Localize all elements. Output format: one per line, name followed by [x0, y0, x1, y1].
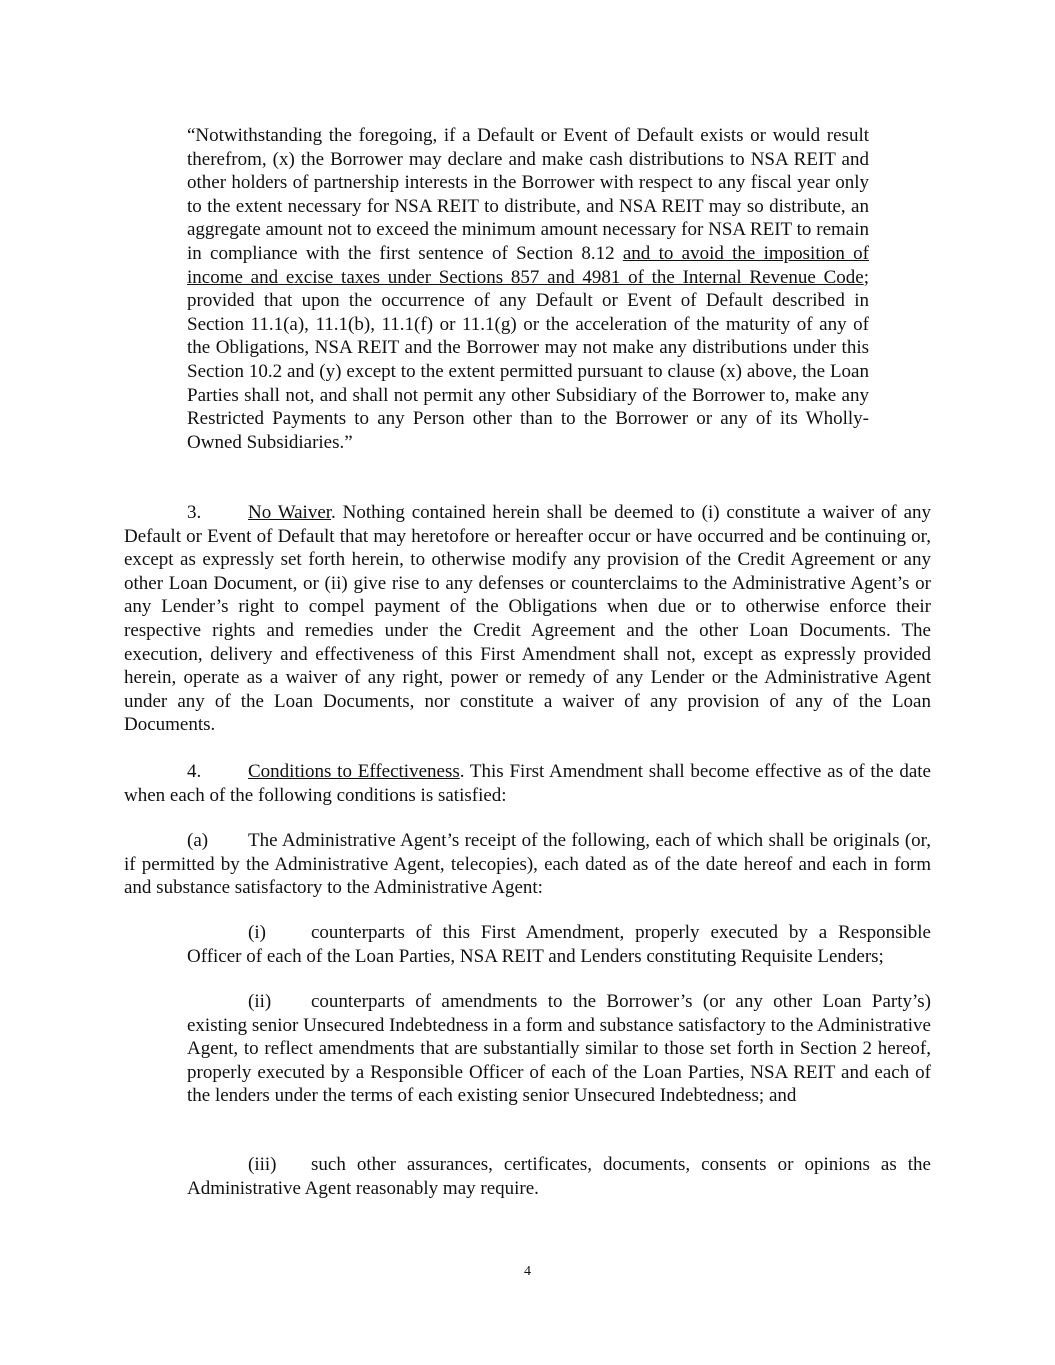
clause-a-text: The Administrative Agent’s receipt of the following, each of which shall be originals (or, if permitted by the Administrative Agent, telecopies), each dated as of the date hereof and each in form and substance satisfactory to the Administrative Agent: — [124, 830, 931, 899]
section-3-number: 3. — [187, 502, 202, 523]
section-4-paragraph — [124, 760, 931, 807]
clause-a-paragraph — [124, 829, 931, 900]
quoted-amendment-paragraph — [187, 124, 869, 454]
quote-underlined-insertion: and to avoid the imposition of income and excise taxes under Sections 857 and 4981 of the Internal Revenue Code — [187, 242, 869, 288]
quote-text-part2: ; provided that upon the occurrence of any Default or Event of Default described in Section 11.1(a), 11.1(b), 11.1(f) or 11.1(g) or the acceleration of the maturity of any of the Obligations, NSA REIT and the Borrower may not make any distributions under this Section 10.2 and (y) except to the extent permitted pursuant to clause (x) above, the Loan Parties shall not, and shall not permit any other Subsidiary of the Borrower to, make any Restricted Payments to any Person other than to the Borrower or any of its Wholly-Owned Subsidiaries.” — [187, 266, 869, 453]
clause-iii-label: (iii) — [248, 1154, 277, 1175]
section-4-heading: Conditions to Effectiveness — [248, 761, 460, 782]
section-4-number: 4. — [187, 761, 202, 782]
section-3-paragraph — [124, 501, 931, 737]
clause-ii-paragraph — [187, 990, 931, 1108]
clause-i-label: (i) — [248, 922, 266, 943]
clause-i-paragraph — [187, 921, 931, 968]
page-number: 4 — [524, 1264, 531, 1279]
quote-text-part1: “Notwithstanding the foregoing, if a Default or Event of Default exists or would result therefrom, (x) the Borrower may declare and make cash distributions to NSA REIT and other holders of partnership interests in the Borrower with respect to any fiscal year only to the extent necessary for NSA REIT to distribute, and NSA REIT may so distribute, an aggregate amount not to exceed the minimum amount necessary for NSA REIT to remain in compliance with the first sentence of Section 8.12 — [187, 125, 869, 264]
clause-i-text: counterparts of this First Amendment, properly executed by a Responsible Officer of each of the Loan Parties, NSA REIT and Lenders constituting Requisite Lenders; — [187, 922, 931, 967]
section-4-text: . This First Amendment shall become effective as of the date when each of the following conditions is satisfied: — [124, 761, 931, 806]
clause-ii-text: counterparts of amendments to the Borrower’s (or any other Loan Party’s) existing senior Unsecured Indebtedness in a form and substance satisfactory to the Administrative Agent, to reflect amendments that are substantially similar to those set forth in Section 2 hereof, properly executed by a Responsible Officer of each of the Loan Parties, NSA REIT and each of the lenders under the terms of each existing senior Unsecured Indebtedness; and — [187, 991, 931, 1107]
clause-ii-label: (ii) — [248, 991, 272, 1012]
clause-a-label: (a) — [187, 830, 209, 851]
section-3-heading: No Waiver — [248, 502, 332, 523]
clause-iii-text: such other assurances, certificates, documents, consents or opinions as the Administrative Agent reasonably may require. — [187, 1154, 931, 1199]
clause-iii-paragraph — [187, 1153, 931, 1200]
section-3-text: . Nothing contained herein shall be deemed to (i) constitute a waiver of any Default or Event of Default that may heretofore or hereafter occur or have occurred and be continuing or, except as expressly set forth herein, to otherwise modify any provision of the Credit Agreement or any other Loan Document, or (ii) give rise to any defenses or counterclaims to the Administrative Agent’s or any Lender’s right to compel payment of the Obligations when due or to otherwise enforce their respective rights and remedies under the Credit Agreement and the other Loan Documents. The execution, delivery and effectiveness of this First Amendment shall not, except as expressly provided herein, operate as a waiver of any right, power or remedy of any Lender or the Administrative Agent under any of the Loan Documents, nor constitute a waiver of any provision of any of the Loan Documents. — [124, 502, 931, 736]
